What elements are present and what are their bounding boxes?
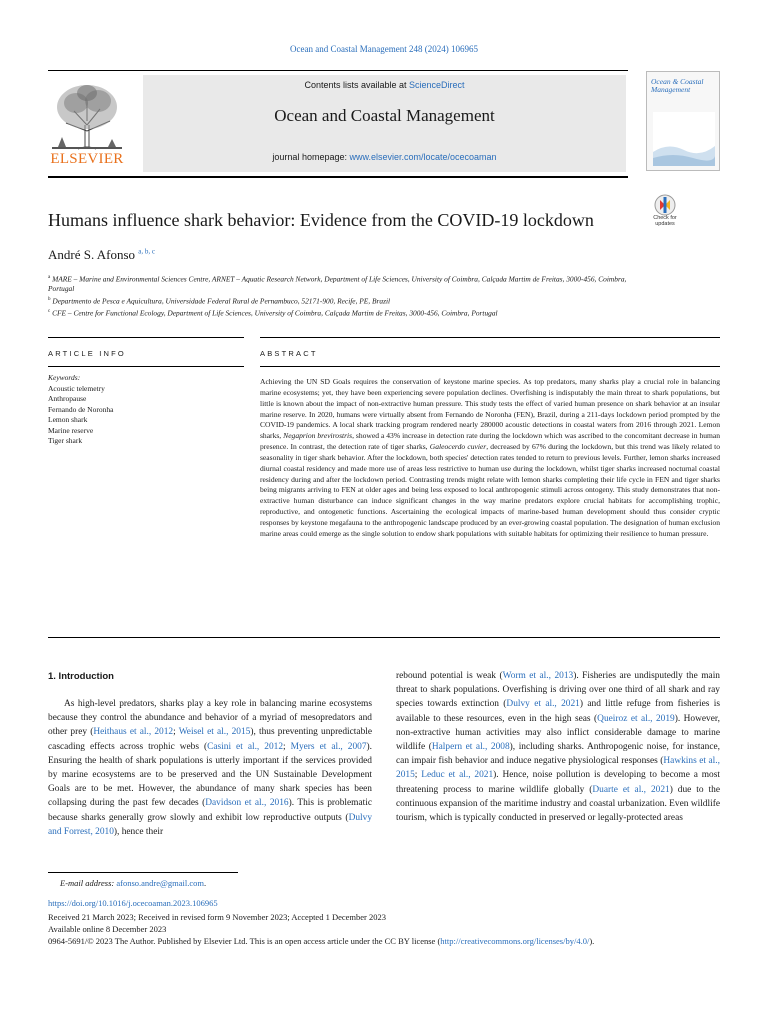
email-end: . xyxy=(203,878,207,888)
license-prefix: 0964-5691/© 2023 The Author. Published by Elsevier Ltd. This is an open access article under the CC BY license ( xyxy=(48,936,441,946)
species-name: Negaprion brevirostris xyxy=(283,431,353,441)
affiliation-c xyxy=(48,307,648,318)
abstract-part: , decreased by 67% during the lockdown, but this trend was likely related to seasonality in tiger shark behavior. After the lockdown, both species' detection rates tended to return to previous levels. Further, lemon sharks increased diurnal coastal residency and made more use of areas less restrictive to human use during the lockdown, whilst tiger sharks increased nocturnal coastal residency during and after the lockdown period. Contrasting trends might relate with lemon sharks completing their life cycle in FEN and tiger sharks being migrants arriving to FEN at older ages and being less exposed to local anthropogenic stimuli across ontogeny. This study demonstrates that non-extractive human disturbance can induce significant changes in the way marine predators explore crucial habitats for accomplishing trophic, reproductive, and ontogenetic functions. Ascertaining the ecological impacts of marine-based human development should thus consider cryptic responses by keystone megafauna to the anthropogenic landscape produced by an ever-growing coastal population. The designation of human exclusion marine areas could emerge as the single solution to endow shark populations with suitable habitats for optimizing their resilience to human pressure. xyxy=(260,442,720,538)
species-name: Galeocerdo cuvier xyxy=(429,442,487,452)
abstract-bottom-rule xyxy=(48,637,720,638)
body-text: ), hence their xyxy=(113,826,164,837)
article-info-heading: ARTICLE INFO xyxy=(48,349,126,358)
body-text: rebound potential is weak ( xyxy=(396,671,503,681)
body-text: ), thus preventing unpredictable cascading effects across trophic webs ( xyxy=(48,727,373,752)
sciencedirect-link[interactable]: ScienceDirect xyxy=(409,80,465,90)
body-text: ), including sharks. Anthropogenic noise, for instance, can impair fish behavior and induce negative physiological responses ( xyxy=(396,742,720,767)
crossmark-icon xyxy=(648,194,682,216)
keywords-list xyxy=(48,373,244,447)
keyword: Tiger shark xyxy=(48,436,83,445)
affiliation-marker: b xyxy=(48,297,51,302)
article-title: Humans influence shark behavior: Evidence from the COVID-19 lockdown xyxy=(48,210,594,230)
body-text: ). This is problematic because sharks generally grow slowly and exhibit low reproductive outputs ( xyxy=(48,798,372,823)
abstract-text xyxy=(260,377,720,540)
available-online: Available online 8 December 2023 xyxy=(48,924,167,934)
header-rule xyxy=(48,70,628,71)
journal-title: Ocean and Coastal Management xyxy=(274,106,495,125)
footnote-rule xyxy=(48,872,238,873)
check-for-updates-badge[interactable] xyxy=(648,194,682,234)
citation-link[interactable]: Myers et al., 2007 xyxy=(290,741,367,752)
body-text: ). Hence, noise pollution is developing to become a most threatening process to marine wildlife globally ( xyxy=(396,770,720,795)
citation-link[interactable]: Queiroz et al., 2019 xyxy=(597,713,675,724)
citation-link[interactable]: Duarte et al., 2021 xyxy=(592,784,670,795)
journal-cover-thumbnail[interactable] xyxy=(646,71,720,171)
contents-line xyxy=(143,80,626,90)
body-text: As high-level predators, sharks play a key role in balancing marine ecosystems because they control the abundance and behavior of a myriad of mesopredators and other prey ( xyxy=(48,699,372,738)
homepage-line xyxy=(143,152,626,162)
body-text: ) due to the continuous expansion of the maritime industry and coastal urbanization. Even wildlife tourism, which is typically conducted in preserved or legally-protected areas xyxy=(396,784,720,824)
citation-link[interactable]: Heithaus et al., 2012 xyxy=(93,727,174,738)
introduction-right-column xyxy=(396,669,720,825)
author-affiliation-refs[interactable]: a, b, c xyxy=(138,247,155,256)
cover-title: Ocean & Coastal Management xyxy=(651,77,704,94)
section-rule xyxy=(260,366,720,367)
section-rule xyxy=(260,337,720,338)
affiliation-text: MARE – Marine and Environmental Sciences Centre, ARNET – Aquatic Research Network, Department of Life Sciences, University of Coimbra, Calçada Martim de Freitas, 3000-456, Coimbra, Portugal xyxy=(48,274,627,294)
body-text: ). Fisheries are undisputedly the main threat to shark populations. Overfishing is driving over one third of all shark and ray species towards extinction ( xyxy=(396,671,720,710)
citation-link[interactable]: Weisel et al., 2015 xyxy=(178,727,251,738)
publisher-name: ELSEVIER xyxy=(50,151,124,167)
email-footnote xyxy=(60,878,206,888)
received-dates: Received 21 March 2023; Received in revised form 9 November 2023; Accepted 1 December 2023 xyxy=(48,912,386,922)
section-rule xyxy=(48,366,244,367)
citation-link[interactable]: Worm et al., 2013 xyxy=(502,671,574,681)
check-for-updates-label: Check for updates xyxy=(653,215,677,227)
section-rule xyxy=(48,337,244,338)
homepage-link[interactable]: www.elsevier.com/locate/ocecoaman xyxy=(349,152,497,162)
license-link[interactable]: http://creativecommons.org/licenses/by/4.0/ xyxy=(440,936,590,946)
affiliation-text: Departmento de Pesca e Aquicultura, Universidade Federal Rural de Pernambuco, 52171-900, Recife, PE, Brazil xyxy=(52,296,391,306)
author-name xyxy=(48,247,155,263)
abstract-heading: ABSTRACT xyxy=(260,349,318,358)
affiliation-b xyxy=(48,295,648,306)
homepage-prefix: journal homepage: xyxy=(272,152,350,162)
license-line xyxy=(48,936,728,946)
citation-link[interactable]: Dulvy and Forrest, 2010 xyxy=(48,812,372,837)
doi-link[interactable]: https://doi.org/10.1016/j.ocecoaman.2023.106965 xyxy=(48,898,218,908)
body-text: ; xyxy=(414,770,422,781)
body-text: ) and little refuge from fisheries is available to these resources, even in the high seas ( xyxy=(396,699,720,724)
body-text: ). Ensuring the health of shark populations is utterly important if the services provided by marine ecosystems are to be preserved and the UN Sustainable Development Goals are to be met. However, the abundance of many shark species has been collapsing during the past few decades ( xyxy=(48,741,372,809)
email-link[interactable]: afonso.andre@gmail.com xyxy=(116,878,204,888)
body-text: ; xyxy=(283,741,291,752)
affiliation-a xyxy=(48,273,648,294)
keyword: Lemon shark xyxy=(48,415,88,424)
keyword: Anthropause xyxy=(48,394,87,403)
license-suffix: ). xyxy=(589,936,595,946)
contents-prefix: Contents lists available at xyxy=(304,80,410,90)
author-text: André S. Afonso xyxy=(48,247,136,262)
introduction-left-column xyxy=(48,697,372,839)
citation-link[interactable]: Dulvy et al., 2021 xyxy=(506,699,580,710)
citation-link[interactable]: Casini et al., 2012 xyxy=(207,741,284,752)
abstract-part: , showed a 43% increase in detection rate during the lockdown which was ascribed to the concomitant decrease in human presence. In contrast, the detection rate of tiger sharks, xyxy=(260,431,720,452)
citation-link[interactable]: Leduc et al., 2021 xyxy=(421,770,494,781)
introduction-heading: 1. Introduction xyxy=(48,671,114,682)
citation-link[interactable]: Halpern et al., 2008 xyxy=(431,742,510,753)
email-label: E-mail address: xyxy=(60,878,115,888)
body-text: ). However, non-extractive human activities may also inflict considerable damage to marine wildlife ( xyxy=(396,713,720,753)
affiliation-marker: c xyxy=(48,309,51,314)
abstract-part: Achieving the UN SD Goals requires the conservation of keystone marine species. As top predators, many sharks play a crucial role in balancing marine ecosystems; yet, they have been experiencing severe population declines. Overfishing is indisputably the main threat to shark populations, but little is known about the impact of non-extractive human pressure. This study tests the effect of varied human presence on shark behavior at an insular marine reserve. In 2020, humans were virtually absent from Fernando de Noronha (FEN), Brazil, during a 211-days lockdown period prompted by the COVID-19 pandemics. A local shark tracking program rendered nearly 280000 acoustic detections in coastal waters from 2016 through 2021. Lemon sharks, xyxy=(260,377,720,441)
body-text: ; xyxy=(173,727,179,738)
citation-link[interactable]: Hawkins et al., 2015 xyxy=(396,756,720,781)
citation-link[interactable]: Davidson et al., 2016 xyxy=(205,798,289,809)
keyword: Marine reserve xyxy=(48,425,94,435)
affiliation-marker: a xyxy=(48,275,51,280)
journal-reference[interactable]: Ocean and Coastal Management 248 (2024) 106965 xyxy=(290,44,478,54)
cover-art-icon xyxy=(653,112,715,166)
keywords-label: Keywords: xyxy=(48,373,81,382)
affiliation-text: CFE – Centre for Functional Ecology, Department of Life Sciences, University of Coimbra, Calçada Martim de Freitas, 3000-456, Coimbra, Portugal xyxy=(52,308,498,318)
keyword: Fernando de Noronha xyxy=(48,404,114,414)
header-rule-thick xyxy=(48,176,628,178)
keyword: Acoustic telemetry xyxy=(48,383,105,393)
